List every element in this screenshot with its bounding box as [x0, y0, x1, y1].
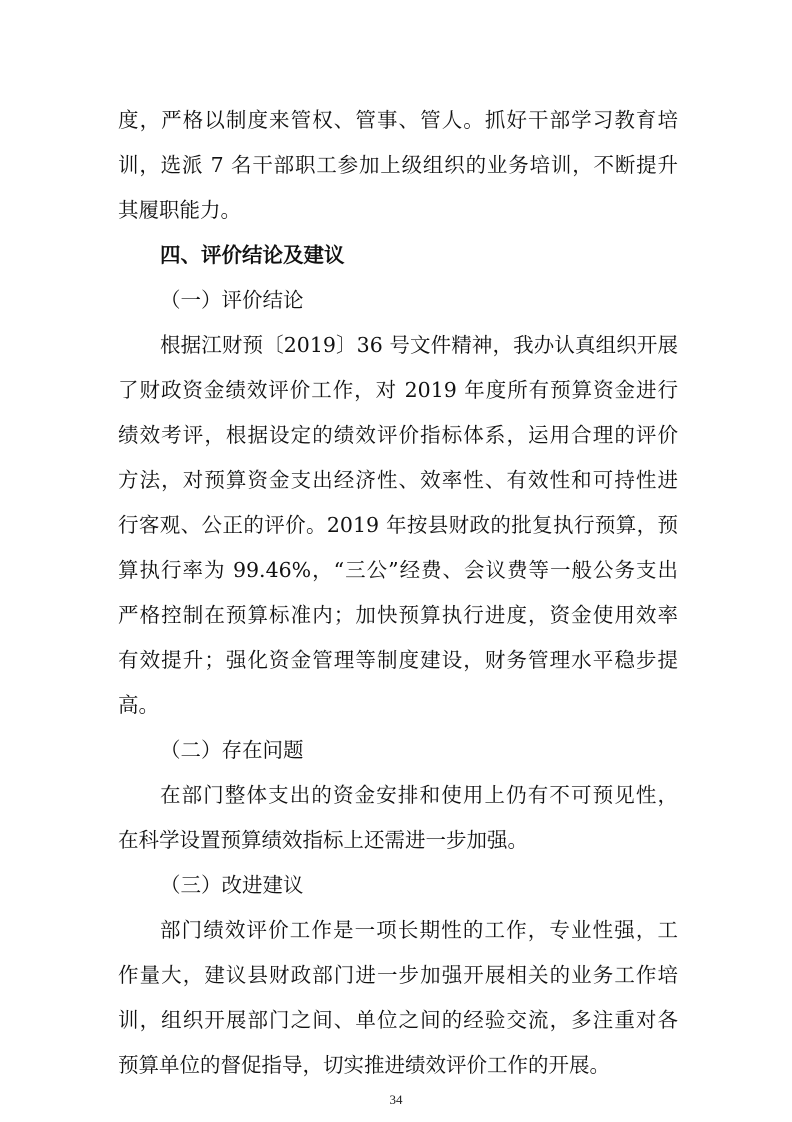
paragraph-line: 行客观、公正的评价。2019 年按县财政的批复执行预算，预	[118, 513, 678, 537]
section-heading: 四、评价结论及建议	[160, 243, 345, 267]
paragraph-line: 高。	[118, 693, 159, 717]
paragraph-line: 根据江财预〔2019〕36 号文件精神，我办认真组织开展	[160, 333, 678, 357]
page-number: 34	[389, 1092, 403, 1107]
paragraph-line: 在部门整体支出的资金安排和使用上仍有不可预见性，	[160, 783, 678, 807]
paragraph-line: 部门绩效评价工作是一项长期性的工作，专业性强，工	[160, 918, 678, 942]
subsection-heading: （二）存在问题	[160, 738, 304, 762]
paragraph-line: 在科学设置预算绩效指标上还需进一步加强。	[118, 828, 528, 852]
paragraph-line: 有效提升；强化资金管理等制度建设，财务管理水平稳步提	[118, 648, 678, 672]
paragraph-line: 作量大，建议县财政部门进一步加强开展相关的业务工作培	[118, 963, 678, 987]
paragraph-line: 严格控制在预算标准内；加快预算执行进度，资金使用效率	[118, 603, 678, 627]
paragraph-line: 训，选派 7 名干部职工参加上级组织的业务培训，不断提升	[118, 153, 678, 177]
paragraph-line: 算执行率为 99.46%，“三公”经费、会议费等一般公务支出	[118, 558, 678, 582]
paragraph-line: 了财政资金绩效评价工作，对 2019 年度所有预算资金进行	[118, 378, 678, 402]
paragraph-line: 训，组织开展部门之间、单位之间的经验交流，多注重对各	[118, 1008, 678, 1032]
subsection-heading: （三）改进建议	[160, 873, 304, 897]
paragraph-line: 绩效考评，根据设定的绩效评价指标体系，运用合理的评价	[118, 423, 678, 447]
paragraph-line: 预算单位的督促指导，切实推进绩效评价工作的开展。	[118, 1053, 610, 1077]
paragraph-line: 度，严格以制度来管权、管事、管人。抓好干部学习教育培	[118, 108, 678, 132]
paragraph-line: 方法，对预算资金支出经济性、效率性、有效性和可持性进	[118, 468, 678, 492]
paragraph-line: 其履职能力。	[118, 198, 241, 222]
subsection-heading: （一）评价结论	[160, 288, 304, 312]
